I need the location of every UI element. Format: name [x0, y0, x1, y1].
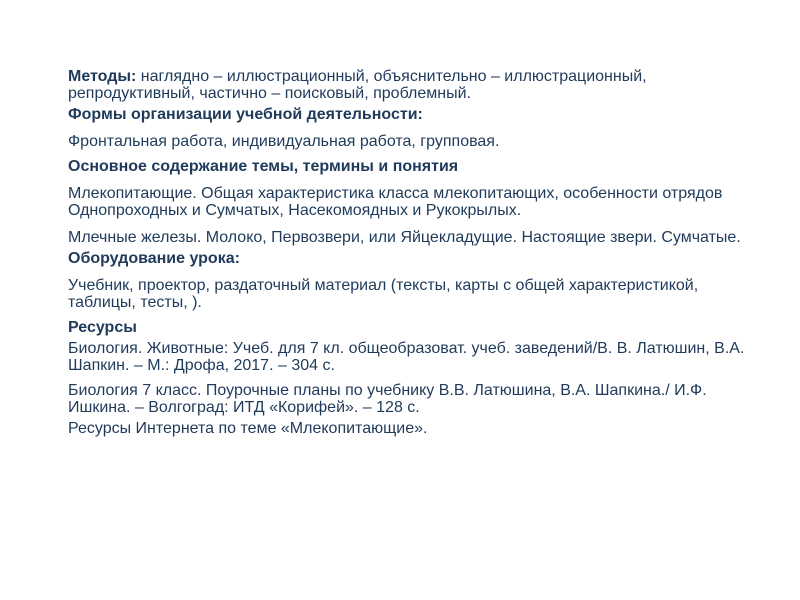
lesson-info-slide	[68, 68, 748, 437]
content-paragraph-2: Млечные железы. Молоко, Первозвери, или Яйцекладущие. Настоящие звери. Сумчатые.	[68, 229, 741, 246]
resource-item-2: Биология 7 класс. Поурочные планы по учебнику В.В. Латюшина, В.А. Шапкина./ И.Ф. Ишкина. – Волгоград: ИТД «Корифей». – 128 с.	[68, 382, 707, 416]
content-paragraph-1: Млекопитающие. Общая характеристика класса млекопитающих, особенности отрядов Однопроходных и Сумчатых, Насекомоядных и Рукокрылых.	[68, 185, 723, 219]
resource-item-3: Ресурсы Интернета по теме «Млекопитающие».	[68, 420, 428, 437]
content-heading: Основное содержание темы, термины и понятия	[68, 158, 459, 175]
forms-text: Фронтальная работа, индивидуальная работа, групповая.	[68, 133, 500, 150]
forms-heading: Формы организации учебной деятельности:	[68, 106, 423, 123]
methods-label: Методы:	[68, 68, 137, 85]
equipment-heading: Оборудование урока:	[68, 250, 240, 267]
equipment-text: Учебник, проектор, раздаточный материал (тексты, карты с общей характеристикой, таблицы, тесты, ).	[68, 277, 699, 311]
resource-item-1: Биология. Животные: Учеб. для 7 кл. общеобразоват. учеб. заведений/В. В. Латюшин, В.А. Шапкин. – М.: Дрофа, 2017. – 304 с.	[68, 340, 745, 374]
resources-heading: Ресурсы	[68, 319, 137, 336]
methods-text: наглядно – иллюстрационный, объяснительно – иллюстрационный, репродуктивный, частично – поисковый, проблемный.	[68, 68, 647, 102]
methods-paragraph	[68, 68, 748, 102]
